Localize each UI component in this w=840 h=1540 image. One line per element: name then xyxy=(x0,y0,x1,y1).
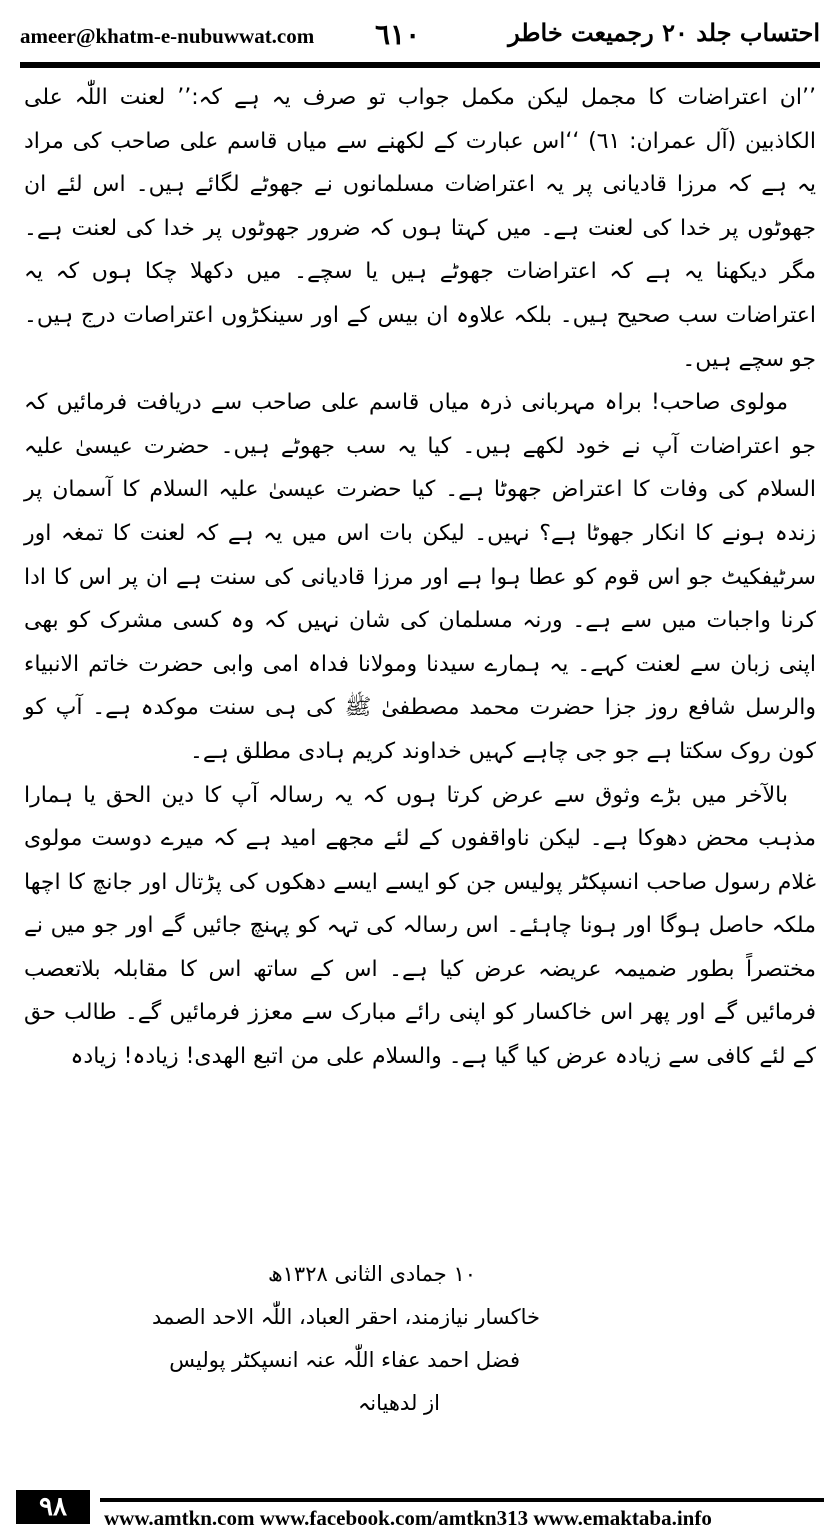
paragraph-3: بالآخر میں بڑے وثوق سے عرض کرتا ہوں کہ یہ رسالہ آپ کا دین الحق یا ہمارا مذہب محض دھوکا ہے۔ لیکن ناواقفوں کے لئے مجھے امید ہے کہ میرے دوست مولوی غلام رسول صاحب انسپکٹر پولیس جن کو ایسے ایسے دھکوں کی پڑتال اور جانچ کا اچھا ملکہ حاصل ہوگا اور ہونا چاہئے۔ اس رسالہ کی تہہ کو پہنچ جائیں گے اور جو میں نے مختصراً بطور ضمیمہ عریضہ عرض کیا ہے۔ اس کے ساتھ اس کا مقابلہ بلاتعصب فرمائیں گے اور پھر اس خاکسار کو اپنی رائے مبارک سے معزز فرمائیں گے۔ طالب حق کے لئے کافی سے زیادہ عرض کیا گیا ہے۔ والسلام علی من اتبع الھدی! زیادہ! زیادہ xyxy=(24,782,816,1070)
signature-block xyxy=(152,1253,540,1425)
page-footer xyxy=(0,1490,840,1540)
footer-page-number: ۹۸ xyxy=(16,1490,90,1524)
header-page-number: ٦١٠ xyxy=(375,18,421,51)
signature-date: ۱۰ جمادی الثانی ۱۳۲۸ھ xyxy=(267,1262,476,1286)
page-header xyxy=(20,18,820,58)
footer-divider xyxy=(100,1498,824,1502)
signature-place: از لدھیانہ xyxy=(357,1391,440,1415)
paragraph-2: مولوی صاحب! براہ مہربانی ذرہ میاں قاسم علی صاحب سے دریافت فرمائیں کہ جو اعتراضات آپ نے خود لکھے ہیں۔ کیا یہ سب جھوٹے ہیں۔ حضرت عیسیٰ علیہ السلام کی وفات کا اعتراض جھوٹا ہے۔ کیا حضرت عیسیٰ علیہ السلام کا آسمان پر زندہ ہونے کا انکار جھوٹا ہے؟ نہیں۔ لیکن بات اس میں یہ ہے کہ لعنت کا تمغہ اور سرٹیفکیٹ جو اس قوم کو عطا ہوا ہے اور مرزا قادیانی کی سنت ہے ان پر اس کا ادا کرنا واجبات میں سے ہے۔ ورنہ مسلمان کی شان نہیں کہ وہ کسی مشرک کو بھی اپنی زبان سے لعنت کہے۔ یہ ہمارے سیدنا ومولانا فداہ امی وابی حضرت خاتم الانبیاء والرسل شافع روز جزا حضرت محمد مصطفیٰ ﷺ کی ہی سنت موکدہ ہے۔ آپ کو کون روک سکتا ہے جو جی چاہے کہیں خداوند کریم ہادی مطلق ہے۔ xyxy=(24,390,816,764)
signature-line-2: فضل احمد عفاء اللّٰہ عنہ انسپکٹر پولیس xyxy=(169,1348,520,1372)
paragraph-1: ’’ان اعتراضات کا مجمل لیکن مکمل جواب تو صرف یہ ہے کہ:’’ لعنت اللّٰہ علی الکاذبین (آل عمران: ٦١) ‘‘اس عبارت کے لکھنے سے میاں قاسم علی صاحب کی مراد یہ ہے کہ مرزا قادیانی پر یہ اعتراضات مسلمانوں نے جھوٹے لگائے ہیں۔ اس لئے ان جھوٹوں پر خدا کی لعنت ہے۔ میں کہتا ہوں کہ ضرور جھوٹوں پر خدا کی لعنت ہے۔ مگر دیکھنا یہ ہے کہ اعتراضات جھوٹے ہیں یا سچے۔ میں دکھلا چکا ہوں کہ یہ اعتراضات سب صحیح ہیں۔ بلکہ علاوہ ان بیس کے اور سینکڑوں اعتراصات درج ہیں۔ جو سچے ہیں۔ xyxy=(24,85,816,372)
signature-line-1: خاکسار نیازمند، احقر العباد، اللّٰہ الاحد الصمد xyxy=(152,1305,540,1329)
article-body xyxy=(24,76,816,1079)
header-book-title: احتساب جلد ۲۰ رجمیعت خاطر xyxy=(508,18,820,47)
footer-links[interactable]: www.amtkn.com www.facebook.com/amtkn313 www.emaktaba.info xyxy=(104,1506,712,1530)
header-email[interactable]: ameer@khatm-e-nubuwwat.com xyxy=(20,24,315,48)
header-divider xyxy=(20,62,820,68)
